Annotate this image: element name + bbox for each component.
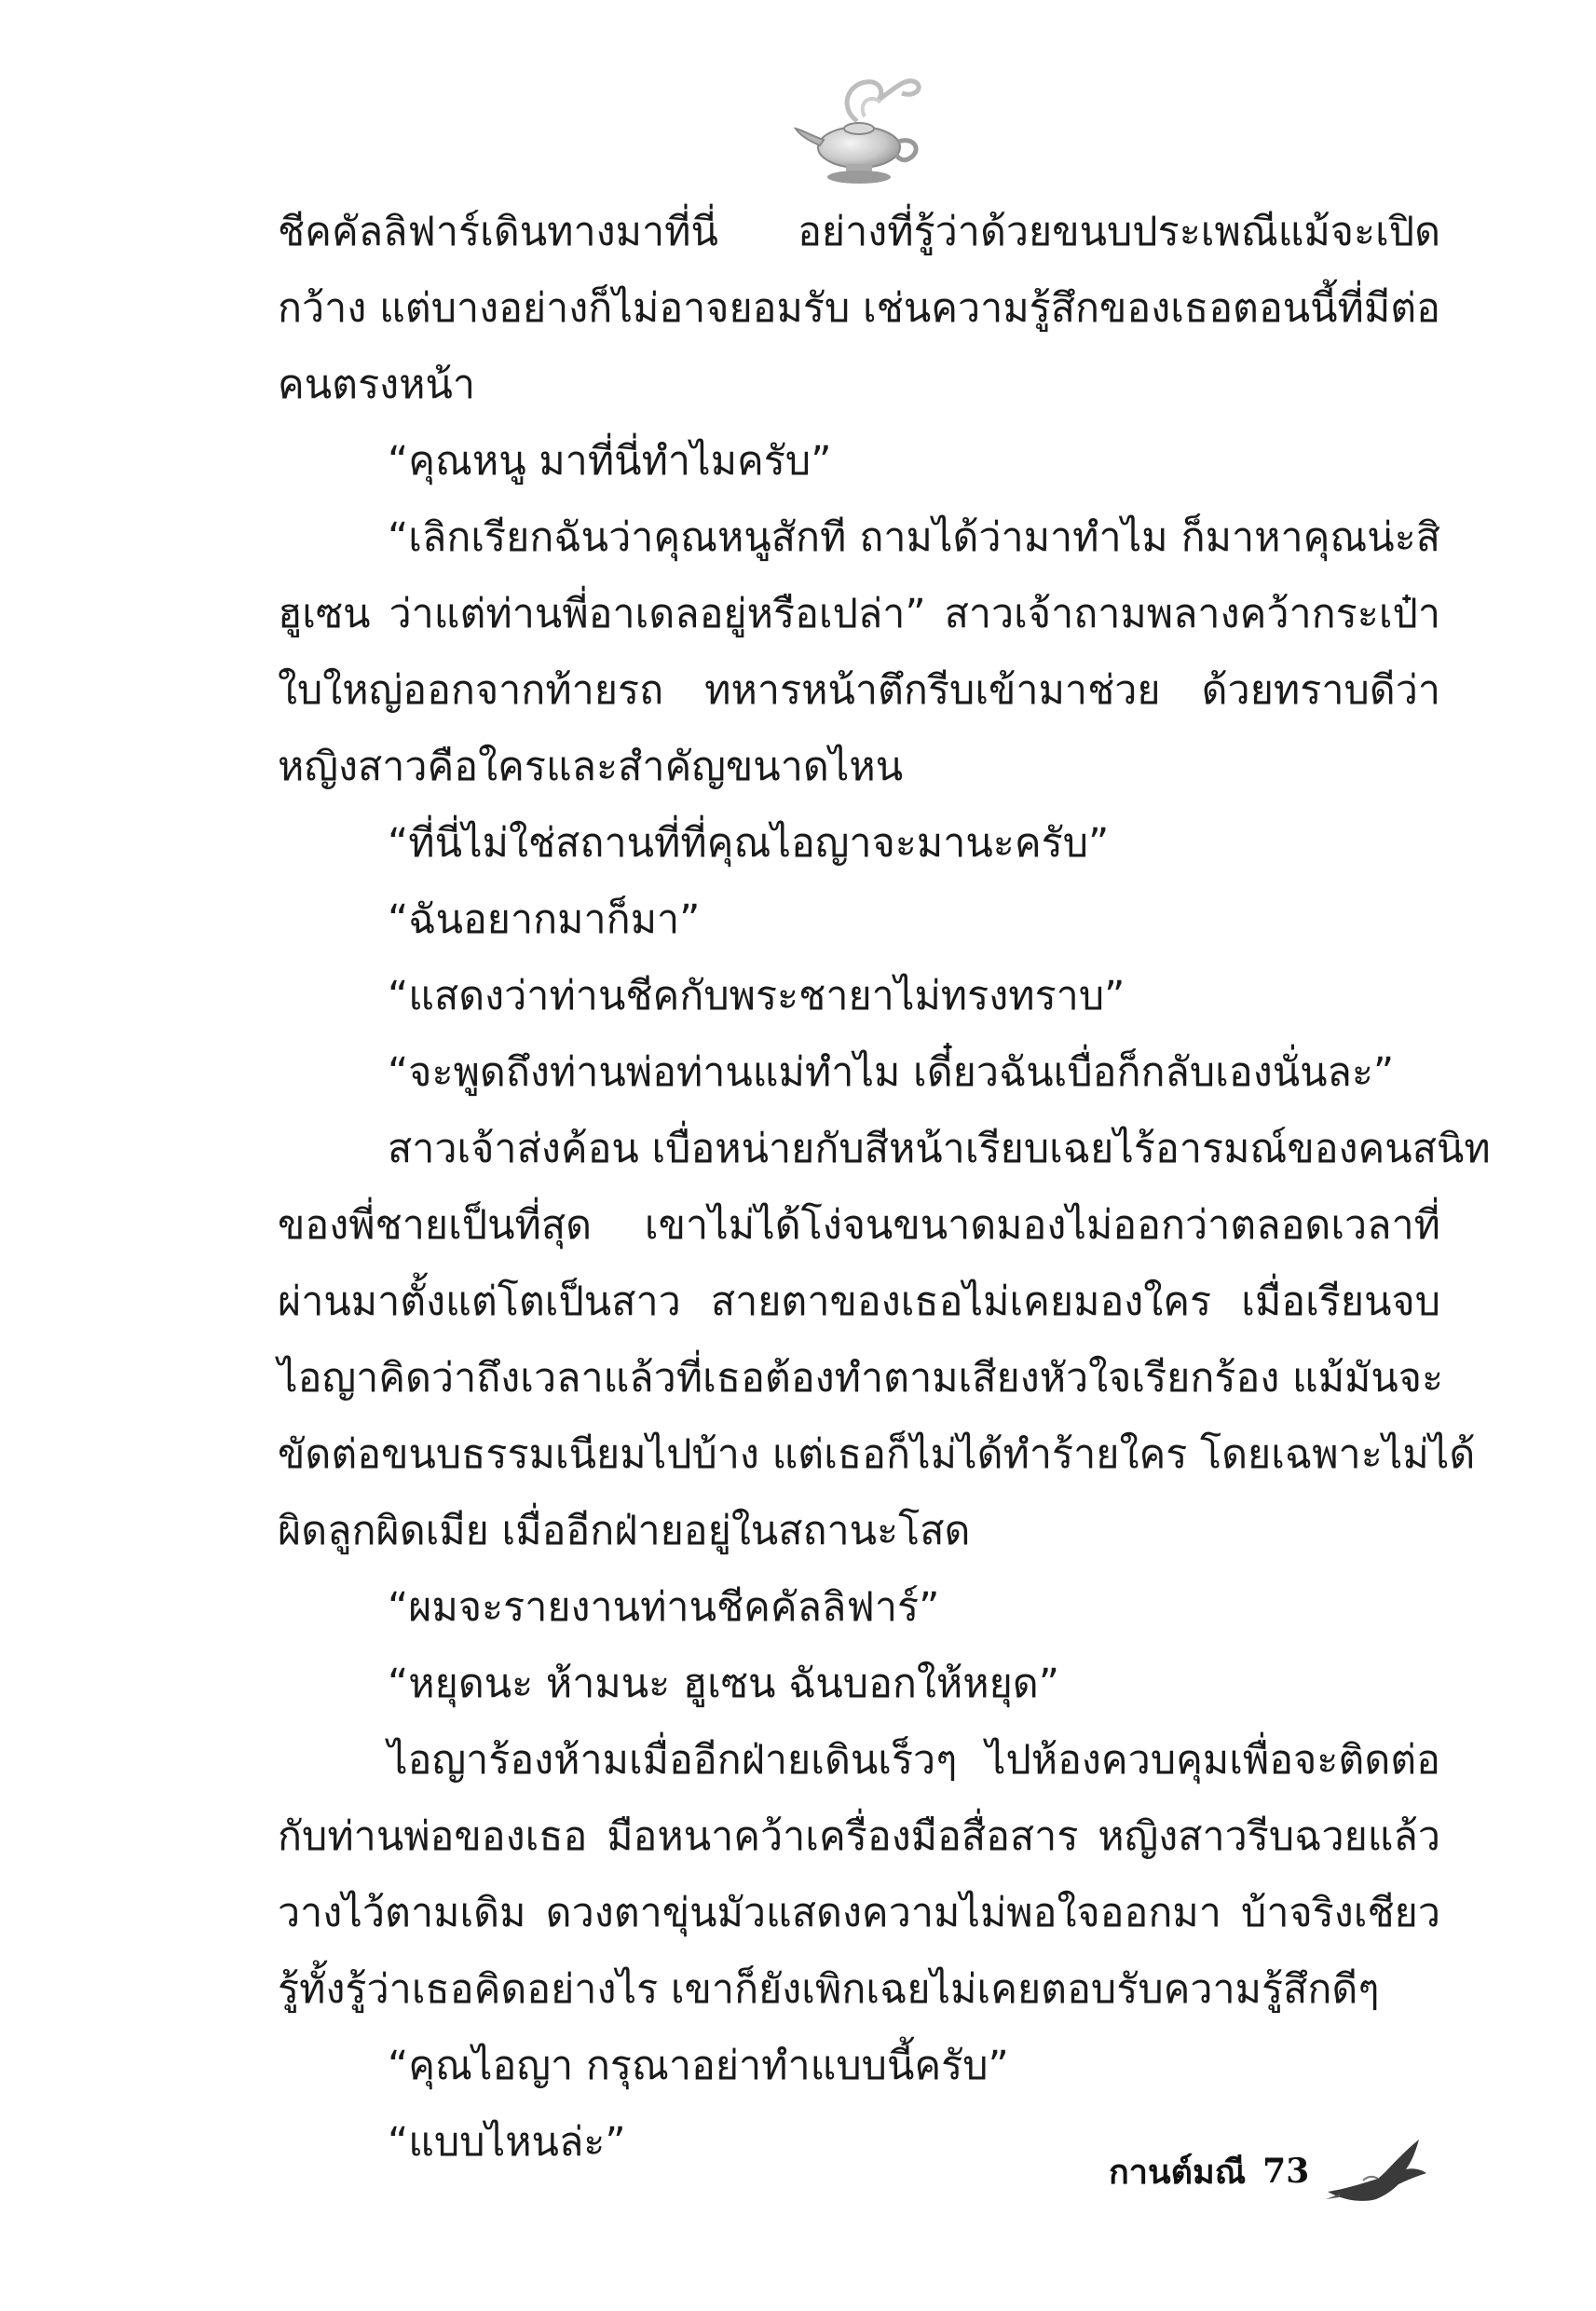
text-line: “คุณหนู มาที่นี่ทำไมครับ” — [388, 438, 832, 485]
text-line: “แสดงว่าท่านชีคกับพระชายาไม่ทรงทราบ” — [388, 973, 1125, 1019]
text-line: “คุณไอญา กรุณาอย่าทำแบบนี้ครับ” — [388, 2043, 1009, 2089]
text-line: หญิงสาวคือใครและสำคัญขนาดไหน — [278, 744, 904, 790]
text-line: สาวเจ้าส่งค้อน เบื่อหน่ายกับสีหน้าเรียบเฉยไร้อารมณ์ของคนสนิท — [388, 1126, 1491, 1172]
bird-icon — [1322, 2134, 1432, 2208]
text-line: ใบใหญ่ออกจากท้ายรถ ทหารหน้าตึกรีบเข้ามาช่วย ด้วยทราบดีว่า — [278, 667, 1440, 714]
text-line: “จะพูดถึงท่านพ่อท่านแม่ทำไม เดี๋ยวฉันเบื่อก็กลับเองนั่นละ” — [388, 1049, 1395, 1096]
genie-lamp-icon — [792, 65, 932, 186]
text-line: ไอญาคิดว่าถึงเวลาแล้วที่เธอต้องทำตามเสียงหัวใจเรียกร้อง แม้มันจะ — [278, 1355, 1444, 1402]
text-line: รู้ทั้งรู้ว่าเธอคิดอย่างไร เขาก็ยังเพิกเฉยไม่เคยตอบรับความรู้สึกดีๆ — [278, 1966, 1380, 2013]
text-line: ขัดต่อขนบธรรมเนียมไปบ้าง แต่เธอก็ไม่ได้ทำร้ายใคร โดยเฉพาะไม่ได้ — [278, 1431, 1476, 1478]
text-line: กว้าง แต่บางอย่างก็ไม่อาจยอมรับ เช่นความรู้สึกของเธอตอนนี้ที่มีต่อ — [278, 285, 1440, 332]
body-text — [278, 194, 1491, 2181]
text-line: “หยุดนะ ห้ามนะ ฮูเซน ฉันบอกให้หยุด” — [388, 1661, 1060, 1707]
text-line: ชีคคัลลิฟาร์เดินทางมาที่นี่ อย่างที่รู้ว่าด้วยขนบประเพณีแม้จะเปิด — [278, 209, 1440, 255]
text-line: “ฉันอยากมาก็มา” — [388, 896, 701, 943]
text-line: กับท่านพ่อของเธอ มือหนาคว้าเครื่องมือสื่อสาร หญิงสาวรีบฉวยแล้ว — [278, 1813, 1440, 1860]
text-line: ผิดลูกผิดเมีย เมื่ออีกฝ่ายอยู่ในสถานะโสด — [278, 1508, 971, 1554]
text-line: “เลิกเรียกฉันว่าคุณหนูสักที ถามได้ว่ามาทำไม ก็มาหาคุณน่ะสิ — [388, 514, 1440, 561]
text-line: “แบบไหนล่ะ” — [388, 2119, 626, 2166]
text-line: “ที่นี่ไม่ใช่สถานที่ที่คุณไอญาจะมานะครับ” — [388, 820, 1110, 867]
text-line: ฮูเซน ว่าแต่ท่านพี่อาเดลอยู่หรือเปล่า” สาวเจ้าถามพลางคว้ากระเป๋า — [278, 591, 1440, 637]
page-footer — [1109, 2134, 1432, 2208]
text-line: ของพี่ชายเป็นที่สุด เขาไม่ได้โง่จนขนาดมองไม่ออกว่าตลอดเวลาที่ — [278, 1202, 1440, 1249]
text-line: ผ่านมาตั้งแต่โตเป็นสาว สายตาของเธอไม่เคยมองใคร เมื่อเรียนจบ — [278, 1279, 1440, 1325]
page-number: 73 — [1262, 2152, 1310, 2191]
text-line: วางไว้ตามเดิม ดวงตาขุ่นมัวแสดงความไม่พอใจออกมา บ้าจริงเชียว — [278, 1890, 1440, 1936]
text-line: คนตรงหน้า — [278, 362, 476, 408]
book-title: กานต์มณี — [1109, 2152, 1247, 2192]
text-line: ไอญาร้องห้ามเมื่ออีกฝ่ายเดินเร็วๆ ไปห้องควบคุมเพื่อจะติดต่อ — [388, 1737, 1440, 1784]
text-line: “ผมจะรายงานท่านชีคคัลลิฟาร์” — [388, 1584, 940, 1631]
